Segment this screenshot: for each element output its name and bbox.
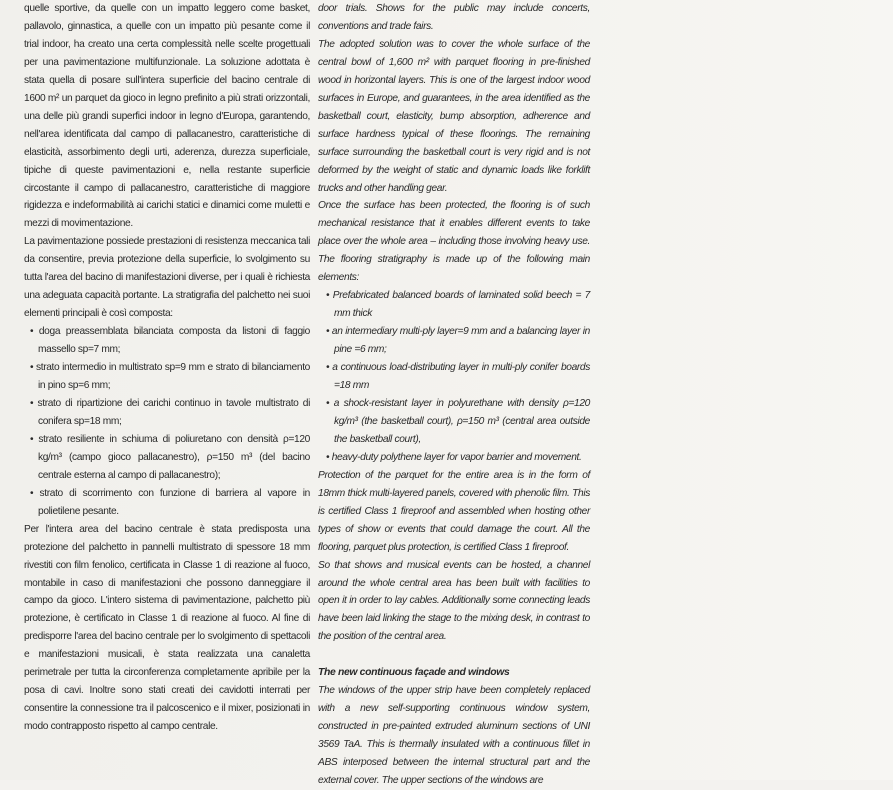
italian-closing-paragraph: Per l'intera area del bacino centrale è stata predisposta una protezione del palchetto in pannelli multistrato di spessore 18 mm rivestiti con film fenolico, certificata in Classe 1 di reazione al fuoco, montabile in caso di manifestazioni che possono danneggiare il campo da gioco. L'intero sistema di pavimentazione, palchetto più protezione, è certificato in Classe 1 di reazione al fuoco. Al fine di predisporre l'area del bacino centrale per lo svolgimento di spettacoli e manifestazioni musicali, è stata realizzata una canaletta perimetrale per tutta la circonferenza completamente apribile per la posa di cavi. Inoltre sono stati creati dei cavidotti interrati per consentire la connessione tra il palcoscenico e il mixer, posizionati in modo contrapposto rispetto al campo centrale. bbox=[24, 523, 310, 733]
italian-list-item: • doga preassemblata bilanciata composta da listoni di faggio massello sp=7 mm; bbox=[30, 326, 310, 356]
english-section-paragraph: The windows of the upper strip have been completely replaced with a new self-supporting continuous window system, constructed in pre-painted extruded aluminum sections of UNI 3569 TaA. This is thermally insulated with a continuous fillet in ABS interposed between the internal structural part and the external cover. The upper sections of the windows are bbox=[318, 685, 590, 786]
italian-list-item: • strato resiliente in schiuma di poliuretano con densità ρ=120 kg/m³ (campo gioco pallacanestro), ρ=150 m³ (del bacino centrale esterna al campo di pallacanestro); bbox=[30, 433, 310, 481]
english-text-column bbox=[318, 0, 590, 790]
english-list-item: • a continuous load-distributing layer in multi-ply conifer boards =18 mm bbox=[326, 362, 590, 392]
italian-list-item: • strato intermedio in multistrato sp=9 mm e strato di bilanciamento in pino sp=6 mm; bbox=[30, 362, 310, 392]
italian-list-item: • strato di scorrimento con funzione di barriera al vapore in polietilene pesante. bbox=[30, 487, 310, 517]
italian-paragraph: La pavimentazione possiede prestazioni di resistenza meccanica tali da consentire, previa protezione della superficie, lo svolgimento su tutta l'area del bacino di manifestazioni diverse, per i quali è richiesta una adeguata capacità portante. La stratigrafia del palchetto nei suoi elementi principali è così composta: bbox=[24, 236, 310, 320]
english-list-item: • an intermediary multi-ply layer=9 mm and a balancing layer in pine =6 mm; bbox=[326, 326, 590, 356]
english-paragraph: The adopted solution was to cover the whole surface of the central bowl of 1,600 m² with parquet flooring in pre-finished wood in horizontal layers. This is one of the largest indoor wood surfaces in Europe, and guarantees, in the area identified as the basketball court, elasticity, bump absorption, adherence and surface hardness typical of these floorings. The remaining surface surrounding the basketball court is very rigid and is not deformed by the weight of static and dynamic loads like forklift trucks and other handling gear. bbox=[318, 38, 590, 194]
italian-paragraph: quelle sportive, da quelle con un impatto leggero come basket, pallavolo, ginnastica, a quelle con un impatto più pesante come il trial indoor, ha creato una certa complessità nelle scelte progettuali per una pavimentazione multifunzionale. La soluzione adottata è stata quella di posare sull'intera superficie del bacino centrale di 1600 m² un parquet da gioco in legno prefinito a più strati orizzontali, una delle più grandi superfici indoor in legno d'Europa, garantendo, nell'area identificata dal campo di pallacanestro, caratteristiche di elasticità, assorbimento degli urti, aderenza, durezza superficiale, tipiche di queste pavimentazioni e, nella restante superficie circostante il campo di pallacanestro, caratteristiche di maggiore rigidezza e indeformabilità ai carichi statici e dinamici come muletti e mezzi di movimentazione. bbox=[24, 3, 310, 230]
english-paragraph: Protection of the parquet for the entire area is in the form of 18mm thick multi-layered panels, covered with phenolic film. This is certified Class 1 fireproof and assembled when hosting other types of show or events that could damage the court. All the flooring, parquet plus protection, is certified Class 1 fireproof. bbox=[318, 469, 590, 553]
english-list-item: • heavy-duty polythene layer for vapor barrier and movement. bbox=[326, 451, 582, 463]
section-heading: The new continuous façade and windows bbox=[318, 667, 510, 679]
english-paragraph: Once the surface has been protected, the flooring is of such mechanical resistance that it enables different events to take place over the whole area – including those involving heavy use. The flooring stratigraphy is made up of the following main elements: bbox=[318, 200, 590, 284]
italian-list-item: • strato di ripartizione dei carichi continuo in tavole multistrato di conifera sp=18 mm; bbox=[30, 397, 310, 427]
english-list-item: • a shock-resistant layer in polyurethane with density ρ=120 kg/m³ (the basketball court), ρ=150 m³ (central area outside the basketball court), bbox=[326, 397, 590, 445]
english-list-item: • Prefabricated balanced boards of laminated solid beech = 7 mm thick bbox=[326, 290, 590, 320]
english-paragraph: door trials. Shows for the public may include concerts, conventions and trade fairs. bbox=[318, 3, 590, 32]
italian-text-column bbox=[24, 0, 310, 736]
english-paragraph: So that shows and musical events can be hosted, a channel around the whole central area has been built with facilities to open it in order to lay cables. Additionally some connecting leads have been laid linking the stage to the mixing desk, in contrast to the position of the central area. bbox=[318, 559, 590, 643]
